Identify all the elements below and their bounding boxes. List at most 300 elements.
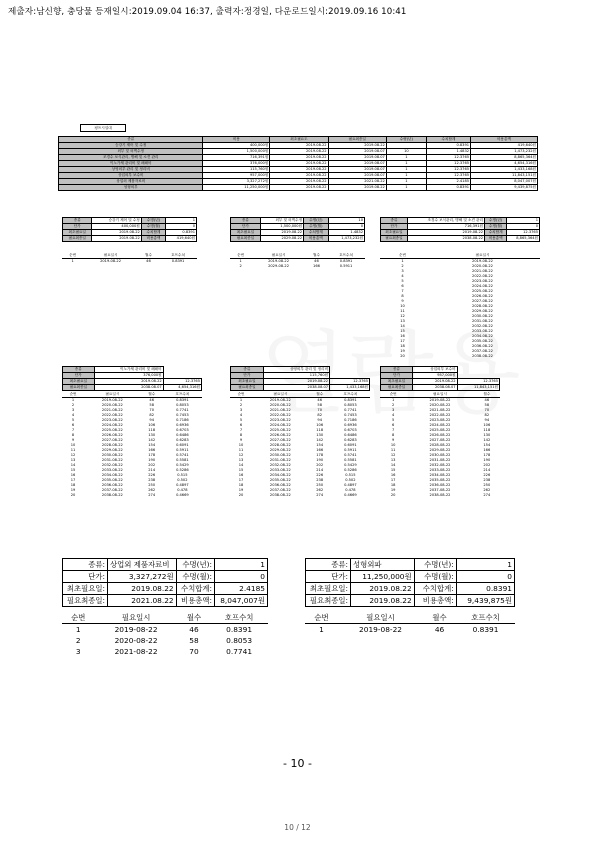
table-cell: 166 bbox=[316, 448, 324, 452]
first-label: 최초필요일: bbox=[306, 583, 351, 595]
kind-label: 종류: bbox=[63, 559, 108, 571]
table-cell: 2032-08-22 bbox=[429, 463, 451, 467]
table-cell: 1 bbox=[386, 161, 426, 167]
summary-col-header: 종류 bbox=[59, 137, 203, 143]
summary-col-header: 수량(년) bbox=[386, 137, 426, 143]
table-cell: 82 bbox=[149, 413, 154, 417]
kind-value: 성형외파 bbox=[351, 559, 415, 571]
table-cell: 이노가체 관리비 및 폐쇄비 bbox=[59, 161, 203, 167]
qty-month-label: 수명(월): bbox=[414, 571, 456, 583]
table-cell: 0.515 bbox=[345, 473, 356, 477]
table-cell: 118 bbox=[316, 428, 324, 432]
table-cell: 0.5911 bbox=[339, 264, 353, 268]
table-row bbox=[62, 646, 268, 657]
table-cell: 46 bbox=[314, 258, 319, 263]
table-cell: 2026-08-22 bbox=[429, 433, 451, 437]
table-cell: 0.6703 bbox=[176, 428, 189, 432]
table-cell: 종류 bbox=[231, 218, 261, 224]
table-cell: 4 bbox=[71, 413, 75, 417]
table-cell: 0.7186 bbox=[176, 418, 189, 422]
table-cell: 13 bbox=[400, 319, 405, 323]
table-cell: 최초필요일 bbox=[63, 230, 92, 236]
table-cell: 3,327,272원 bbox=[203, 179, 270, 185]
table-cell: 2021-08-22 bbox=[114, 647, 158, 656]
summary-title: 평프시설대 bbox=[80, 124, 126, 132]
table-cell: 0.7186 bbox=[344, 418, 357, 422]
total-label: 비용총액: bbox=[176, 595, 214, 607]
table-cell: 최초필요일 bbox=[63, 379, 95, 385]
document-header: 제출자:남신향, 충당물 등재일시:2019.09.04 16:37, 출력자:정경일, 다운로드일시:2019.09.16 10:41 bbox=[8, 7, 407, 17]
table-header-cell: 월수 bbox=[186, 613, 202, 622]
table-cell: 376,000원 bbox=[94, 373, 163, 379]
table-cell: 12 bbox=[238, 453, 244, 457]
table-cell: 수치합계 bbox=[141, 230, 165, 236]
table-cell: 0.6486 bbox=[176, 433, 189, 437]
table-cell: 1,433,168원 bbox=[471, 167, 538, 173]
table-cell: 2038-08-22 bbox=[269, 493, 291, 497]
table-cell: 250 bbox=[483, 483, 491, 487]
table-cell: 2021-08-22 bbox=[429, 408, 451, 412]
table-cell: 166 bbox=[148, 448, 156, 452]
table-cell: 2034-08-22 bbox=[269, 473, 291, 477]
table-cell: 2023-08-22 bbox=[429, 418, 451, 422]
table-cell: 0.8391 bbox=[171, 258, 185, 263]
table-cell: 2035-08-22 bbox=[429, 478, 451, 482]
table-header-cell: 월수 bbox=[316, 392, 324, 396]
table-cell: 2022-08-22 bbox=[101, 413, 123, 417]
total-value: 8,047,007원 bbox=[215, 595, 268, 607]
table-cell: 2019.08.22 bbox=[270, 155, 328, 161]
table-cell: 2019.08.22 bbox=[270, 173, 328, 179]
small-block-table bbox=[230, 217, 365, 242]
table-cell: 250 bbox=[148, 483, 156, 487]
table-header-cell: 호프수치 bbox=[224, 613, 254, 622]
table-cell: 2030-08-22 bbox=[472, 314, 493, 318]
table-cell: 262 bbox=[148, 488, 156, 492]
table-cell: 2024-08-22 bbox=[269, 423, 291, 427]
table-cell: 1 bbox=[239, 397, 243, 402]
table-cell: 0.8391 bbox=[426, 143, 470, 149]
table-cell: 17 bbox=[390, 478, 396, 482]
table-cell: 7 bbox=[239, 428, 243, 432]
table-cell: 0.7741 bbox=[226, 647, 253, 656]
table-cell: 2 bbox=[401, 264, 404, 268]
table-cell: 154 bbox=[483, 443, 491, 447]
table-cell: 0.6283 bbox=[176, 438, 189, 442]
table-cell: 1 bbox=[386, 167, 426, 173]
table-cell: 9 bbox=[71, 438, 75, 442]
table-cell: 2029-08-22 bbox=[429, 448, 451, 452]
table-cell: 400,000원 bbox=[92, 224, 141, 230]
table-cell: 11,843,151원 bbox=[471, 173, 538, 179]
table-cell: 5 bbox=[392, 418, 395, 422]
table-cell: 2025-08-22 bbox=[429, 428, 451, 432]
wide-block-list bbox=[230, 392, 370, 498]
table-cell: 0.6936 bbox=[344, 423, 357, 427]
table-cell: 2029-08-22 bbox=[472, 309, 493, 313]
table-cell: 8 bbox=[239, 433, 243, 437]
table-cell: 6 bbox=[401, 284, 404, 288]
table-cell: 2030-08-22 bbox=[269, 453, 291, 457]
table-cell: 9,439,875원 bbox=[471, 185, 538, 191]
table-cell: 46 bbox=[189, 625, 199, 634]
table-cell: 12.3765 bbox=[330, 379, 370, 385]
table-cell: 2031-08-22 bbox=[472, 319, 493, 323]
table-cell: 2027-08-22 bbox=[101, 438, 123, 442]
table-header-cell: 필요일시 bbox=[433, 392, 447, 396]
table-cell: 0.5741 bbox=[176, 453, 189, 457]
table-cell: 11,250,000원 bbox=[203, 185, 270, 191]
table-cell: 2026-08-22 bbox=[269, 433, 291, 437]
table-cell: 2035-08-22 bbox=[472, 339, 493, 343]
table-cell: 130 bbox=[316, 433, 324, 437]
table-cell: 종류 bbox=[231, 367, 264, 373]
unit-value: 3,327,272원 bbox=[108, 571, 177, 583]
table-cell: 4 bbox=[401, 274, 404, 278]
table-cell: 2026-08-22 bbox=[101, 433, 123, 437]
table-cell: 6 bbox=[392, 423, 395, 427]
table-cell: 2033-08-22 bbox=[101, 468, 123, 472]
unit-label: 단가: bbox=[306, 571, 351, 583]
table-cell: 2035-08-22 bbox=[269, 478, 291, 482]
summary-table bbox=[58, 136, 538, 191]
table-cell: 5 bbox=[239, 418, 243, 422]
table-cell: 2027-08-22 bbox=[429, 438, 451, 442]
table-cell: 118 bbox=[148, 428, 156, 432]
table-cell: 70 bbox=[317, 408, 322, 412]
table-cell: 2028-08-22 bbox=[472, 304, 493, 308]
table-row bbox=[63, 236, 197, 242]
table-cell: 1,500,000원 bbox=[203, 149, 270, 155]
table-cell: 2019.08.22 bbox=[328, 143, 386, 149]
table-cell: 2020-08-22 bbox=[472, 264, 493, 268]
table-cell: 7 bbox=[71, 428, 75, 432]
table-cell: 승강기 제어 및 수정 bbox=[59, 143, 203, 149]
table-cell: 716,391원 bbox=[203, 155, 270, 161]
table-cell: 6 bbox=[71, 423, 75, 427]
table-header-cell: 필요일시 bbox=[273, 392, 288, 396]
table-cell: 2022-08-22 bbox=[472, 274, 493, 278]
table-cell: 154 bbox=[316, 443, 324, 447]
table-cell: 0.4669 bbox=[344, 493, 357, 497]
final-label: 필요최종일: bbox=[306, 595, 351, 607]
table-cell: 15 bbox=[238, 468, 244, 472]
table-cell: 수명(월) bbox=[304, 224, 329, 230]
table-cell: 106 bbox=[148, 423, 156, 427]
table-header-cell: 순번 bbox=[237, 392, 245, 396]
table-cell: 154 bbox=[148, 443, 156, 447]
table-cell: 0.5429 bbox=[176, 463, 189, 467]
table-cell: 178 bbox=[483, 453, 491, 457]
table-header-cell: 호프수치 bbox=[343, 392, 358, 396]
table-cell: 0.4897 bbox=[176, 483, 189, 487]
table-header-cell: 호프수치 bbox=[175, 392, 190, 396]
summary-col-header: 최초필요도 bbox=[270, 137, 328, 143]
table-cell: 12.3765 bbox=[426, 161, 470, 167]
table-cell: 0.5911 bbox=[176, 448, 189, 452]
page-footer: 10 / 12 bbox=[284, 823, 311, 832]
table-cell: 0.5911 bbox=[344, 448, 357, 452]
table-row bbox=[63, 385, 202, 391]
table-cell: 15 bbox=[390, 468, 396, 472]
table-cell: 5 bbox=[71, 418, 75, 422]
table-cell: 2025-08-22 bbox=[472, 289, 493, 293]
table-cell: 2027-08-22 bbox=[269, 438, 291, 442]
table-cell: 3 bbox=[71, 408, 75, 412]
right-detail-table bbox=[305, 558, 515, 607]
table-cell: 130 bbox=[148, 433, 156, 437]
table-cell: 0.8053 bbox=[344, 403, 357, 407]
table-cell: 2019-08-22 bbox=[114, 625, 158, 634]
table-cell: 수명(년) bbox=[485, 218, 507, 224]
table-cell: 1 bbox=[75, 625, 81, 634]
table-cell: 0.478 bbox=[345, 488, 356, 492]
table-cell: 166 bbox=[313, 264, 320, 268]
table-cell: 단가 bbox=[231, 373, 264, 379]
table-cell: 2034-08-22 bbox=[429, 473, 451, 477]
table-header-cell: 필요일시 bbox=[105, 392, 120, 396]
table-cell: 2020-08-22 bbox=[101, 403, 123, 407]
table-cell: 2019.08.22 bbox=[270, 143, 328, 149]
table-cell: 0.5741 bbox=[344, 453, 357, 457]
table-cell: 2019-08-22 bbox=[429, 397, 451, 402]
table-cell: 2019.08.07 bbox=[328, 149, 386, 155]
table-cell: 0.7741 bbox=[344, 408, 357, 412]
table-cell: 202 bbox=[483, 463, 491, 467]
table-cell: 2 bbox=[392, 403, 395, 407]
table-cell: 0.6703 bbox=[344, 428, 357, 432]
table-cell: 1 bbox=[71, 258, 74, 263]
table-cell: 2028-08-22 bbox=[269, 443, 291, 447]
table-cell: 8 bbox=[71, 433, 75, 437]
table-cell: 94 bbox=[317, 418, 322, 422]
table-cell: 2019-08-22 bbox=[269, 397, 291, 402]
table-cell: 2032-08-22 bbox=[472, 324, 493, 328]
table-cell: 1,473,232원 bbox=[471, 149, 538, 155]
table-cell: 3 bbox=[239, 408, 243, 412]
table-cell: 20 bbox=[390, 493, 396, 497]
wide-block-table bbox=[380, 366, 500, 391]
table-cell: 비용총액 bbox=[304, 236, 329, 242]
table-cell: 166 bbox=[483, 448, 491, 452]
first-value: 2019.08.22 bbox=[351, 583, 415, 595]
table-cell: 0.7453 bbox=[176, 413, 189, 417]
table-cell: 957,000원 bbox=[203, 173, 270, 179]
table-cell: 2034-08-22 bbox=[101, 473, 123, 477]
table-cell: 종류 bbox=[381, 367, 413, 373]
table-row bbox=[62, 624, 268, 636]
table-cell: 이노가체 관리비 및 폐쇄비 bbox=[94, 367, 163, 373]
table-cell: 단가 bbox=[381, 373, 413, 379]
table-cell: 2.4185 bbox=[426, 179, 470, 185]
table-cell: 10 bbox=[70, 443, 76, 447]
table-cell: 0.8053 bbox=[226, 636, 253, 645]
table-cell: 0.5286 bbox=[344, 468, 357, 472]
table-cell: 238 bbox=[483, 478, 491, 482]
table-cell: 8 bbox=[401, 294, 404, 298]
qty-month-label: 수명(월): bbox=[176, 571, 214, 583]
table-header-cell: 필요일시 bbox=[271, 253, 286, 257]
table-cell: 8,865,364원 bbox=[507, 236, 540, 242]
table-cell: 190 bbox=[483, 458, 491, 462]
table-cell: 2033-08-22 bbox=[429, 468, 451, 472]
qty-year-label: 수명(년): bbox=[176, 559, 214, 571]
table-header-cell: 월수 bbox=[148, 392, 156, 396]
table-cell: 14 bbox=[390, 463, 396, 467]
first-label: 최초필요일: bbox=[63, 583, 108, 595]
table-cell: 20 bbox=[238, 493, 244, 497]
final-value: 2021.08.22 bbox=[108, 595, 177, 607]
table-cell: 0.5429 bbox=[344, 463, 357, 467]
table-cell: 2034-08-22 bbox=[472, 334, 493, 338]
table-cell: 0.5286 bbox=[176, 468, 189, 472]
table-cell: 12.3765 bbox=[426, 167, 470, 173]
left-list-table bbox=[62, 612, 268, 657]
left-detail-table bbox=[62, 558, 268, 607]
table-cell: 226 bbox=[483, 473, 491, 477]
table-cell: 2 bbox=[71, 403, 75, 407]
table-cell: 2019.08.07 bbox=[328, 173, 386, 179]
table-cell: 20 bbox=[400, 354, 405, 358]
table-cell: 0.8391 bbox=[472, 625, 499, 634]
table-cell: 716,391원 bbox=[407, 224, 484, 230]
table-cell: 8 bbox=[392, 433, 395, 437]
table-cell: 16 bbox=[70, 473, 76, 477]
table-cell: 12.3765 bbox=[457, 379, 499, 385]
table-header-cell: 호프수치 bbox=[471, 613, 500, 622]
table-cell: 19 bbox=[70, 488, 76, 492]
table-cell: 11 bbox=[238, 448, 244, 452]
table-cell: 2019-08-22 bbox=[101, 397, 123, 402]
table-cell: 단가 bbox=[63, 224, 92, 230]
first-value: 2019.08.22 bbox=[108, 583, 177, 595]
table-cell: 2 bbox=[239, 264, 242, 268]
table-cell: 2019.08.22 bbox=[270, 179, 328, 185]
table-header-cell: 순번 bbox=[69, 392, 77, 396]
table-cell: 0.8391 bbox=[344, 397, 357, 402]
table-cell: 2021.08.22 bbox=[328, 179, 386, 185]
table-cell: 2019.08.22 bbox=[412, 379, 457, 385]
table-cell: 1 bbox=[386, 185, 426, 191]
table-cell: 11 bbox=[390, 448, 396, 452]
table-cell: 12 bbox=[400, 314, 405, 318]
table-cell: 2036-08-22 bbox=[269, 483, 291, 487]
final-label: 필요최종일: bbox=[63, 595, 108, 607]
table-cell: 274 bbox=[483, 493, 491, 497]
table-row bbox=[305, 624, 515, 636]
table-cell: 2 bbox=[239, 403, 243, 407]
table-cell: 2036-08-22 bbox=[101, 483, 123, 487]
table-cell: 70 bbox=[189, 647, 199, 656]
table-cell: 수명(월) bbox=[485, 224, 507, 230]
table-cell: 9 bbox=[401, 299, 404, 303]
table-cell: 46 bbox=[146, 258, 151, 263]
table-cell: 2019-08-22 bbox=[472, 258, 493, 263]
table-cell: 12.3765 bbox=[163, 379, 201, 385]
table-cell: 2024-08-22 bbox=[472, 284, 493, 288]
table-cell: 2022-08-22 bbox=[269, 413, 291, 417]
table-cell: 7 bbox=[401, 289, 404, 293]
qty-year-value: 1 bbox=[456, 559, 514, 571]
table-header-cell: 월수 bbox=[483, 392, 491, 396]
table-cell: 2019-08-22 bbox=[359, 625, 402, 634]
table-cell: 단가 bbox=[63, 373, 95, 379]
table-cell: 2032-08-22 bbox=[269, 463, 291, 467]
table-cell: 214 bbox=[483, 468, 491, 472]
table-cell: 1 bbox=[386, 155, 426, 161]
table-cell: 2019.08.22 bbox=[270, 161, 328, 167]
table-cell: 2037-08-22 bbox=[269, 488, 291, 492]
table-cell: 필요최종일 bbox=[63, 236, 92, 242]
table-cell: 2030-08-22 bbox=[101, 453, 123, 457]
table-row bbox=[380, 493, 500, 498]
table-cell: 2019.08.22 bbox=[270, 185, 328, 191]
table-cell: 17 bbox=[70, 478, 76, 482]
right-list-table bbox=[305, 612, 515, 635]
table-cell: 1,473,232원 bbox=[328, 236, 364, 242]
table-cell: 1 bbox=[386, 179, 426, 185]
table-cell: 1,433,168원 bbox=[330, 385, 370, 391]
table-row bbox=[59, 185, 538, 191]
table-cell: 178 bbox=[316, 453, 324, 457]
table-cell: 1 bbox=[386, 173, 426, 179]
small-block-table bbox=[62, 217, 197, 242]
table-header-cell: 월수 bbox=[312, 253, 320, 257]
unit-label: 단가: bbox=[63, 571, 108, 583]
table-cell: 2038-08-22 bbox=[429, 493, 451, 497]
table-row bbox=[62, 259, 197, 265]
table-cell: 262 bbox=[483, 488, 491, 492]
table-cell: 0.502 bbox=[345, 478, 356, 482]
table-cell: 12 bbox=[70, 453, 76, 457]
qty-year-value: 1 bbox=[215, 559, 268, 571]
table-cell: 12.3765 bbox=[426, 155, 470, 161]
table-cell: 250 bbox=[316, 483, 324, 487]
table-cell: 2038-08-22 bbox=[472, 354, 493, 358]
table-cell: 2024-08-22 bbox=[429, 423, 451, 427]
table-cell: 2020-08-22 bbox=[269, 403, 291, 407]
table-cell: 1 bbox=[71, 397, 75, 402]
table-cell: 단가 bbox=[381, 224, 408, 230]
sum-label: 수치합계: bbox=[414, 583, 456, 595]
table-cell: 2021-08-22 bbox=[101, 408, 123, 412]
table-cell: 6 bbox=[239, 423, 243, 427]
table-cell: 16 bbox=[390, 473, 396, 477]
table-cell: 11 bbox=[400, 309, 405, 313]
table-cell: 외부 및 외벽수정 bbox=[59, 149, 203, 155]
table-cell: 4 bbox=[239, 413, 243, 417]
table-row bbox=[231, 236, 365, 242]
table-cell: 5 bbox=[401, 279, 404, 283]
table-cell: 2038.08.07 bbox=[263, 385, 329, 391]
table-cell: 1 bbox=[319, 625, 324, 634]
wide-block-table bbox=[62, 366, 202, 391]
table-cell: 조경수 보식관리, 병해 및 소견 관리 bbox=[59, 155, 203, 161]
wide-block-list bbox=[62, 392, 202, 498]
table-row bbox=[62, 493, 202, 498]
table-cell: 14 bbox=[400, 324, 405, 328]
table-cell: 2019.08.22 bbox=[94, 379, 163, 385]
table-cell: 0.515 bbox=[177, 473, 188, 477]
table-cell: 상영외부 관리 및 정리비 bbox=[263, 367, 329, 373]
table-cell: 2030-08-22 bbox=[429, 453, 451, 457]
table-cell: 115,760원 bbox=[203, 167, 270, 173]
table-cell: 0.8391 bbox=[166, 230, 197, 236]
table-cell: 1 bbox=[507, 218, 540, 224]
table-cell: 0.6283 bbox=[344, 438, 357, 442]
table-cell: 2033-08-22 bbox=[472, 329, 493, 333]
table-cell: 19 bbox=[400, 349, 405, 353]
